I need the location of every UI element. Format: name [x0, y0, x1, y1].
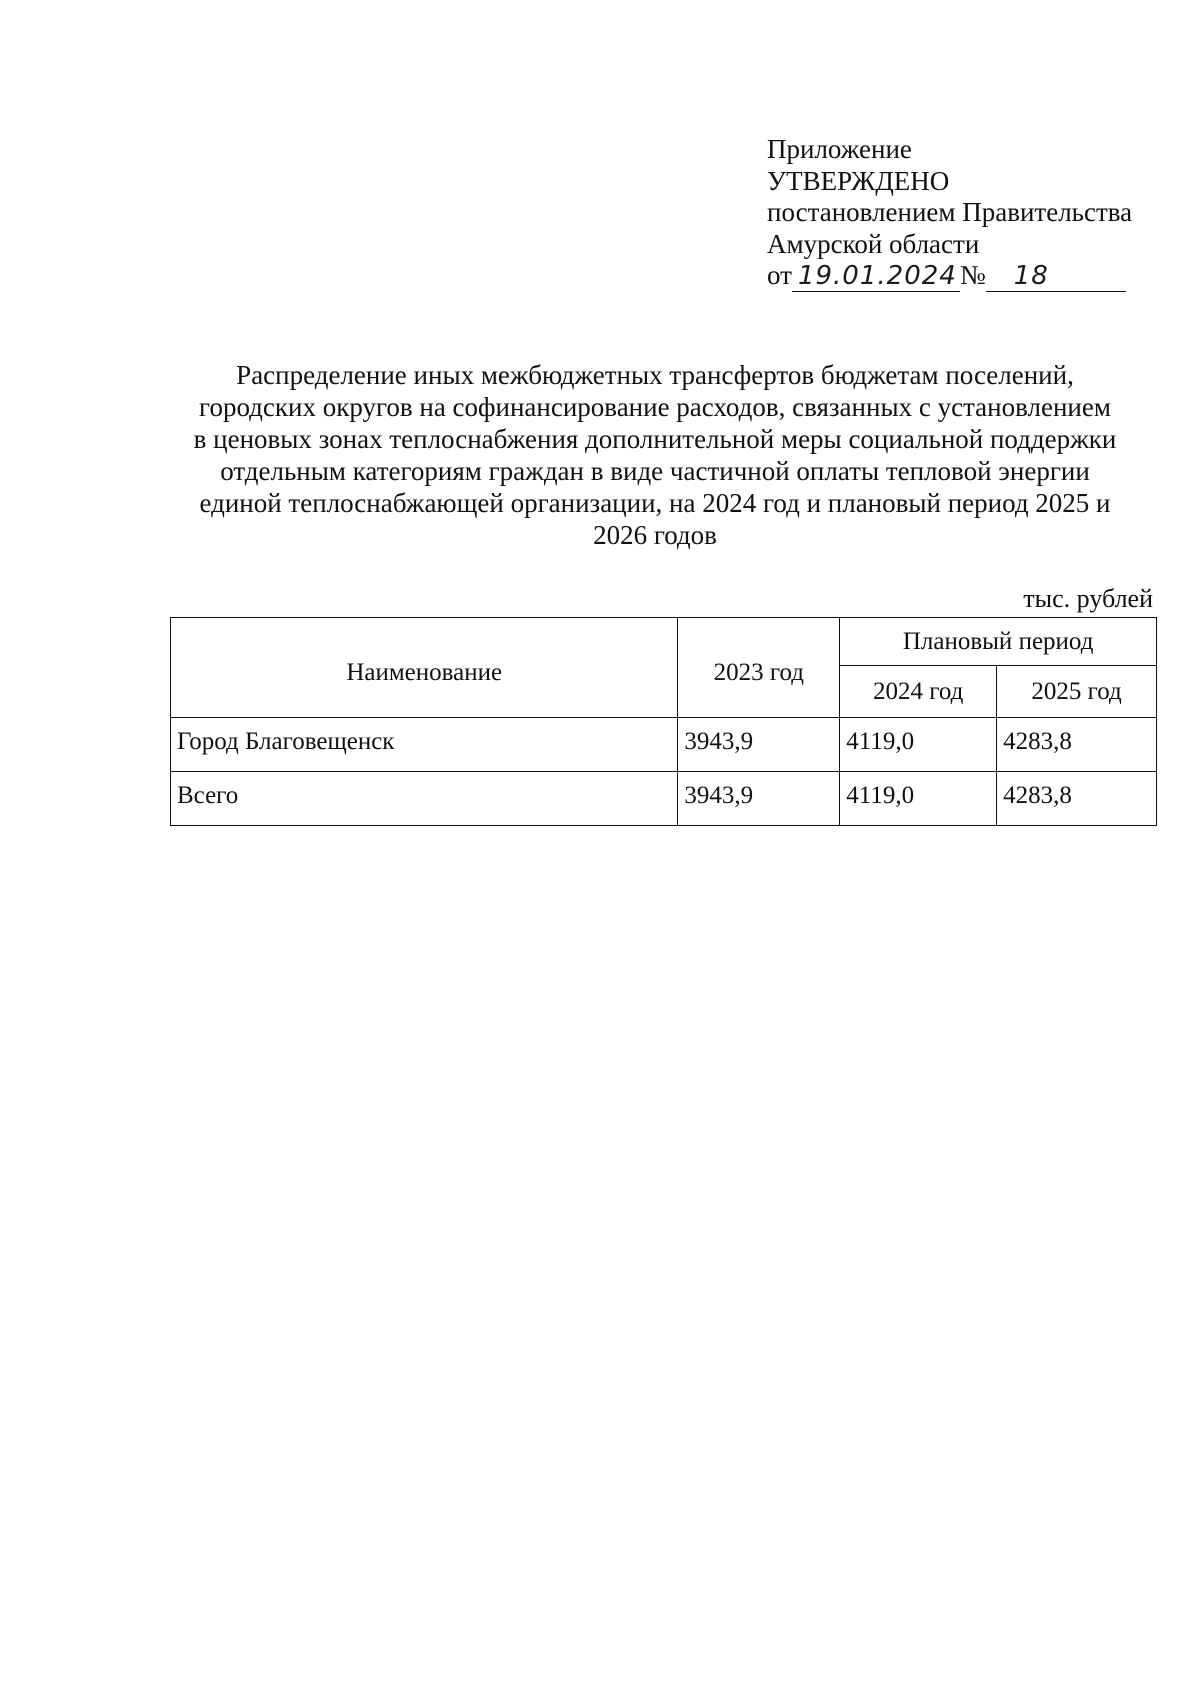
row-name: Всего [171, 772, 678, 826]
transfers-table [170, 617, 1157, 826]
units-label: тыс. рублей [1023, 584, 1153, 613]
row-value-2024: 4119,0 [840, 772, 997, 826]
row-value-2023: 3943,9 [678, 718, 840, 772]
row-value-2024: 4119,0 [840, 718, 997, 772]
handwritten-number: 18 [986, 261, 1126, 292]
title-line: отдельным категориям граждан в виде частичной оплаты тепловой энергии [220, 456, 1090, 486]
resolution-label: постановлением Правительства [767, 197, 1133, 227]
row-name: Город Благовещенск [171, 718, 678, 772]
table-row [171, 718, 1157, 772]
title-line: городских округов на софинансирование расходов, связанных с установлением [199, 392, 1111, 422]
number-sign: № [959, 260, 986, 290]
row-value-2025: 4283,8 [997, 772, 1157, 826]
appendix-label: Приложение [767, 134, 912, 164]
row-value-2023: 3943,9 [678, 772, 840, 826]
handwritten-date: 19.01.2024 [792, 261, 960, 292]
title-line: 2026 годов [593, 520, 717, 550]
header-2023: 2023 год [678, 618, 840, 718]
region-label: Амурской области [767, 228, 980, 259]
date-prefix: от [767, 260, 792, 290]
date-number-line [767, 260, 1132, 292]
approved-label: УТВЕРЖДЕНО [767, 165, 950, 196]
title-line: Распределение иных межбюджетных трансфертов бюджетам поселений, [236, 360, 1074, 390]
header-name: Наименование [171, 618, 678, 718]
title-line: в ценовых зонах теплоснабжения дополнительной меры социальной поддержки [193, 424, 1117, 454]
header-2024: 2024 год [840, 666, 997, 718]
header-2025: 2025 год [997, 666, 1157, 718]
table-row-total [171, 772, 1157, 826]
header-planned-period: Плановый период [840, 618, 1157, 666]
document-title [150, 359, 1160, 551]
title-line: единой теплоснабжающей организации, на 2024 год и плановый период 2025 и [199, 488, 1111, 518]
approval-block [767, 134, 1132, 292]
row-value-2025: 4283,8 [997, 718, 1157, 772]
